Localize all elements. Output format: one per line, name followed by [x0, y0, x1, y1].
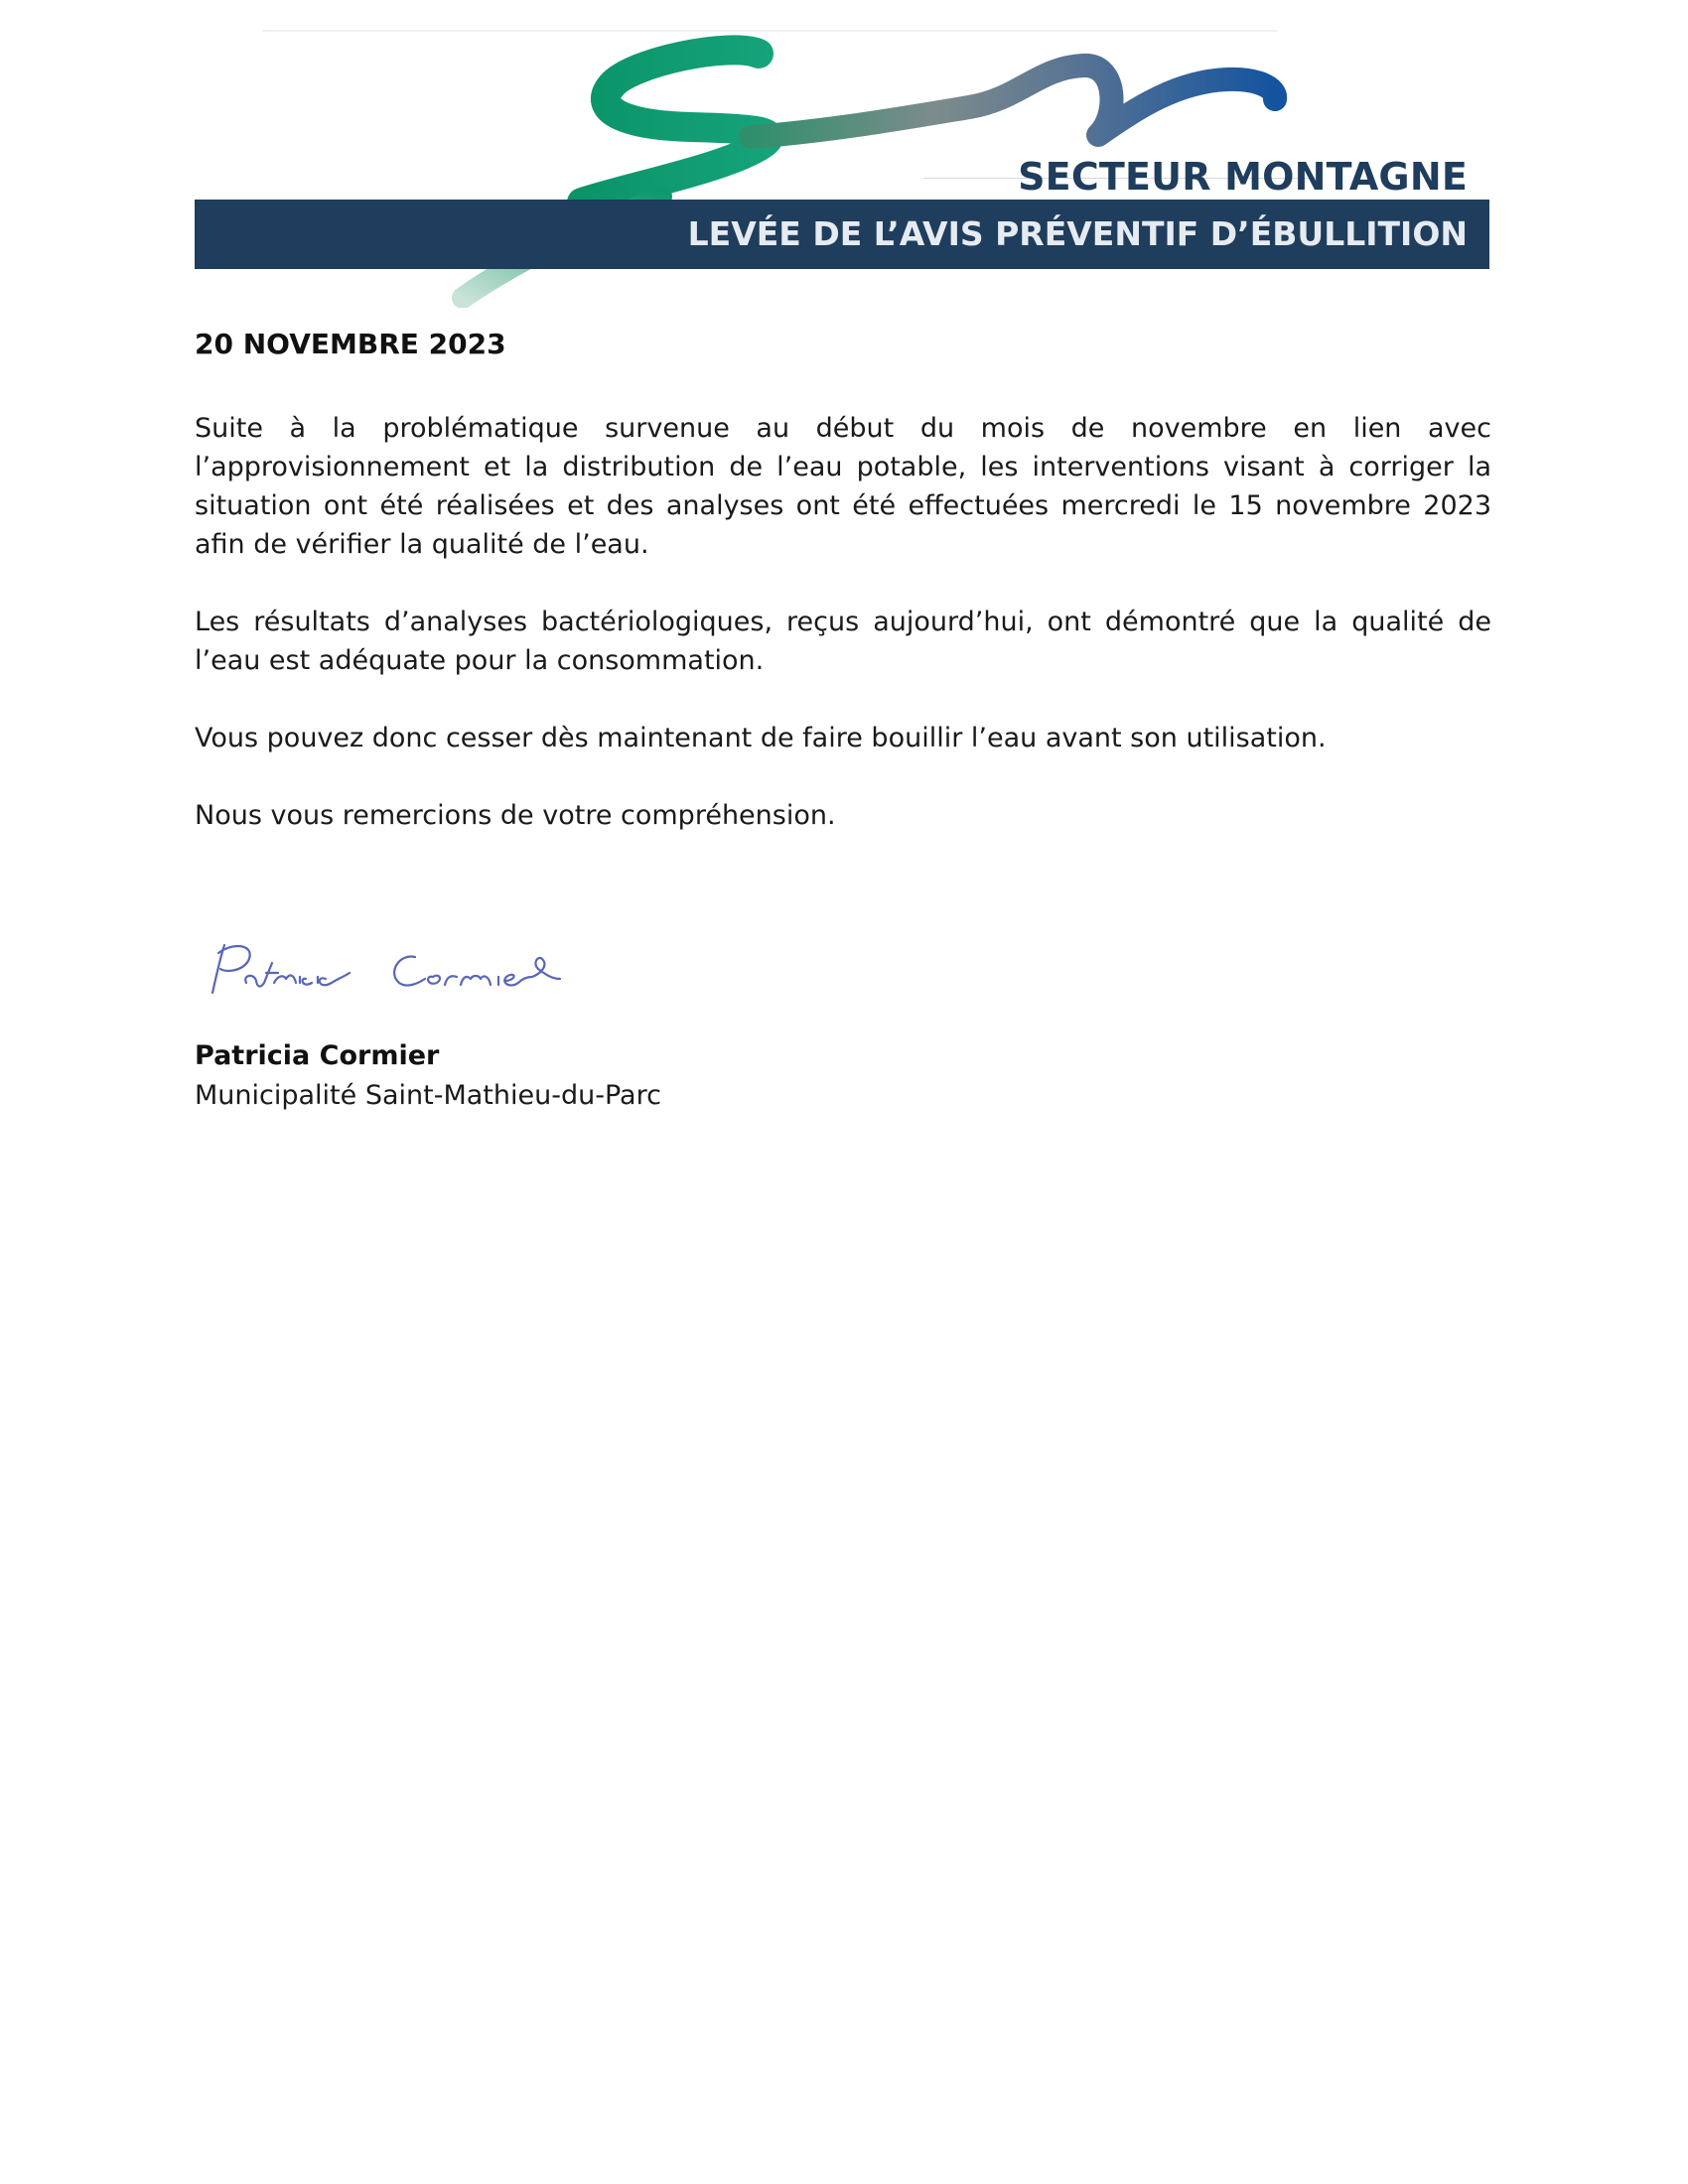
handwritten-signature — [195, 923, 572, 1023]
signer-organization: Municipalité Saint-Mathieu-du-Parc — [195, 1080, 661, 1111]
paragraph: Nous vous remercions de votre compréhension. — [195, 800, 836, 831]
notice-body — [195, 409, 1491, 874]
title-banner — [195, 200, 1489, 269]
sector-title: SECTEUR MONTAGNE — [1018, 155, 1468, 199]
paragraph: Les résultats d’analyses bactériologiques, reçus aujourd’hui, ont démontré que la qualité de l’eau est adéquate pour la consommation. — [195, 607, 1491, 676]
signer-name: Patricia Cormier — [195, 1040, 440, 1071]
paragraph: Vous pouvez donc cesser dès maintenant de faire bouillir l’eau avant son utilisation. — [195, 723, 1327, 753]
notice-date: 20 NOVEMBRE 2023 — [195, 328, 506, 360]
banner-title: LEVÉE DE L’AVIS PRÉVENTIF D’ÉBULLITION — [687, 214, 1468, 253]
letterhead — [195, 28, 1489, 308]
paragraph: Suite à la problématique survenue au début du mois de novembre en lien avec l’approvisionnement et la distribution de l’eau potable, les interventions visant à corriger la situation ont été réalisées et des analyses ont été effectuées mercredi le 15 novembre 2023 afin de vérifier la qualité de l’eau. — [195, 413, 1491, 560]
